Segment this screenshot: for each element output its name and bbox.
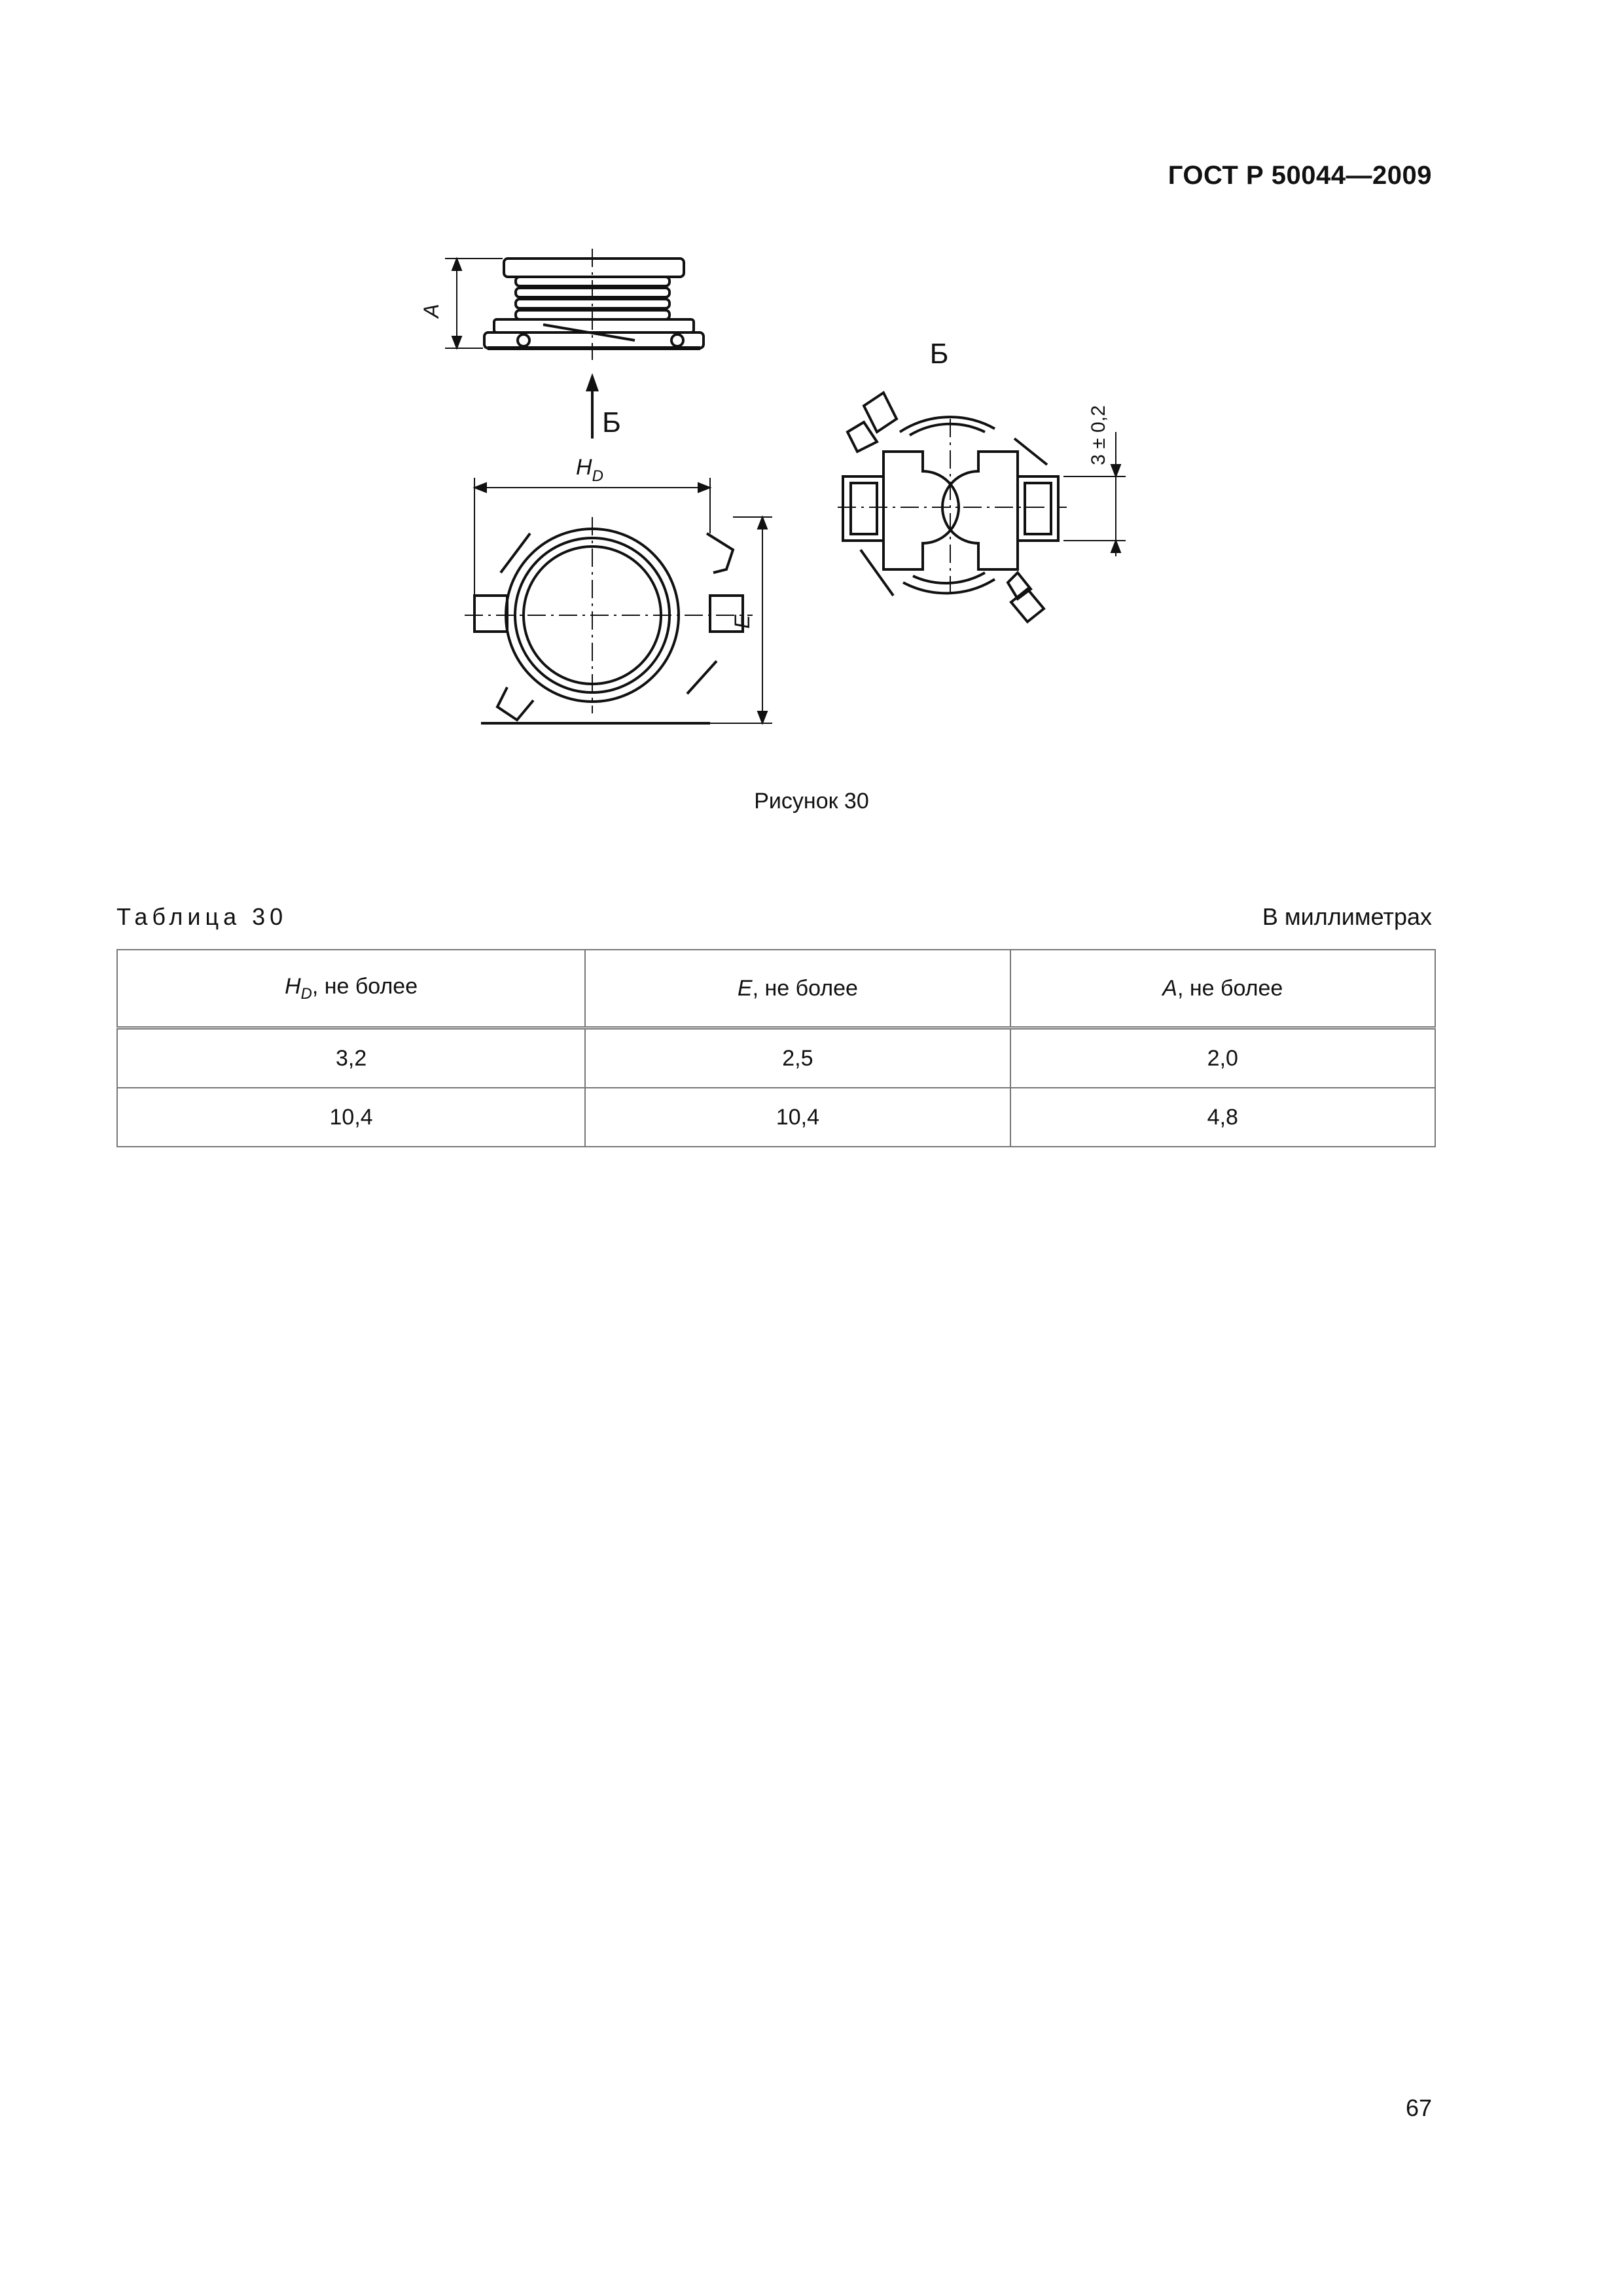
view-arrow	[586, 373, 599, 439]
dim-a	[445, 259, 503, 348]
figure-caption: Рисунок 30	[754, 789, 869, 814]
side-view	[484, 259, 704, 348]
table-label: Таблица 30	[116, 903, 288, 930]
table-units: В миллиметрах	[1262, 903, 1432, 930]
header-hd: $H_D$, не более	[117, 950, 585, 1028]
label-a: A	[419, 304, 443, 318]
standard-header: ГОСТ Р 50044—2009	[1168, 161, 1432, 190]
header-a: A, не более	[1010, 950, 1435, 1028]
label-view-arrow: Б	[602, 406, 621, 439]
figure-30-drawing	[419, 242, 1165, 766]
table-cell: 3,2	[117, 1028, 585, 1088]
table-cell: 4,8	[1010, 1088, 1435, 1147]
label-e: E	[730, 615, 754, 629]
label-tolerance: 3 ± 0,2	[1088, 405, 1109, 465]
table-cell: 2,5	[585, 1028, 1010, 1088]
table-cell: 10,4	[585, 1088, 1010, 1147]
page-number: 67	[1405, 2094, 1432, 2121]
label-view-title: Б	[929, 338, 949, 370]
table-row	[117, 1088, 1435, 1147]
table-header-row	[117, 950, 1435, 1028]
header-e: E, не более	[585, 950, 1010, 1028]
top-axes	[465, 517, 753, 713]
table-cell: 2,0	[1010, 1028, 1435, 1088]
table-row	[117, 1028, 1435, 1088]
label-hd: $H_D$	[576, 455, 603, 485]
dimensions-table	[116, 949, 1436, 1147]
top-view	[474, 529, 743, 723]
table-cell: 10,4	[117, 1088, 585, 1147]
